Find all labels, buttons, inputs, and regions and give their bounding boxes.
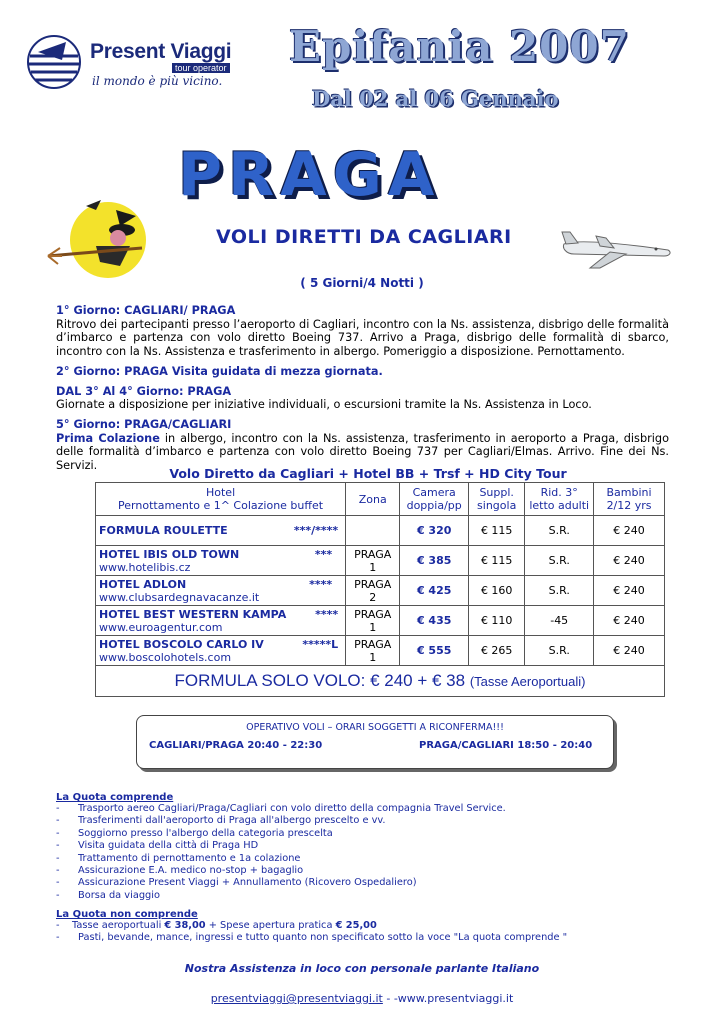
table-row: [96, 516, 665, 546]
befana-witch-icon: [46, 196, 148, 282]
table-row: [96, 606, 665, 636]
list-item: - Trasferimenti dall'aeroporto di Praga all'albergo prescelto e vv.: [56, 815, 676, 827]
rid-cell: S.R.: [525, 576, 594, 606]
zona-cell: PRAGA 1: [346, 636, 400, 666]
day-description: Giornate a disposizione per iniziative individuali, o escursioni tramite la Ns. Assistenza in Loco.: [56, 398, 592, 412]
header-zona: Zona: [346, 483, 400, 516]
hotel-website-link[interactable]: www.hotelibis.cz: [99, 560, 191, 574]
itinerary-day-5: [56, 418, 669, 473]
table-row: [96, 576, 665, 606]
company-logo: [26, 34, 241, 90]
flight-schedule-box: [136, 715, 614, 769]
day-bold-lead: Prima Colazione: [56, 431, 160, 445]
day-heading: DAL 3° Al 4° Giorno: PRAGA: [56, 384, 232, 398]
day-description: Ritrovo dei partecipanti presso l’aeroporto di Cagliari, incontro con la Ns. assistenza, disbrigo delle formalità d’imbarco e partenza con volo diretto Boeing 737. Arrivo a Praga, disbrigo delle formalità di sbarco, incontro con la Ns. Assistenza e trasferimento in albergo. Pomeriggio a disposizione. Pernottamento.: [56, 317, 669, 359]
rid-cell: S.R.: [525, 516, 594, 546]
contact-separator: - -: [382, 992, 398, 1005]
list-item: - Borsa da viaggio: [56, 890, 676, 902]
trip-duration: ( 5 Giorni/4 Notti ): [300, 276, 424, 290]
zona-cell: PRAGA 1: [346, 606, 400, 636]
bambini-cell: € 240: [594, 576, 665, 606]
bambini-cell: € 240: [594, 636, 665, 666]
list-item: - Tasse aeroportuali € 38,00 + Spese apertura pratica € 25,00: [56, 920, 676, 932]
rid-cell: S.R.: [525, 636, 594, 666]
globe-logo-icon: [26, 34, 86, 90]
hotel-cell: HOTEL BEST WESTERN KAMPA **** www.euroagentur.com: [96, 606, 346, 636]
header-suppl: Suppl. singola: [469, 483, 525, 516]
page-subtitle: Dal 02 al 06 Gennaio: [312, 86, 559, 111]
price-table: [95, 482, 665, 697]
table-row: [96, 546, 665, 576]
quota-non-comprende-section: [56, 909, 676, 945]
list-item: - Trattamento di pernottamento e 1a colazione: [56, 853, 676, 865]
assistance-note: Nostra Assistenza in loco con personale parlante Italiano: [184, 962, 540, 975]
airplane-icon: [560, 228, 674, 270]
website-link[interactable]: www.presentviaggi.it: [397, 992, 514, 1005]
quota-comprende-heading: La Quota comprende: [56, 792, 174, 803]
formula-solo-volo: FORMULA SOLO VOLO: € 240 + € 38 (Tasse Aeroportuali): [96, 666, 665, 697]
quota-comprende-section: [56, 792, 676, 902]
destination-title: PRAGA: [178, 140, 441, 210]
hotel-cell: HOTEL ADLON **** www.clubsardegnavacanze.it: [96, 576, 346, 606]
zona-cell: PRAGA 2: [346, 576, 400, 606]
itinerary-day-1: [56, 304, 669, 359]
table-header-row: [96, 483, 665, 516]
contact-line: [0, 992, 724, 1005]
header-hotel: Hotel Pernottamento e 1^ Colazione buffet: [96, 483, 346, 516]
suppl-cell: € 265: [469, 636, 525, 666]
formula-solo-volo-row: [96, 666, 665, 697]
list-item: - Pasti, bevande, mance, ingressi e tutto quanto non specificato sotto la voce "La quota comprende ": [56, 932, 676, 944]
hotel-website-link[interactable]: www.boscolohotels.com: [99, 650, 232, 664]
suppl-cell: € 110: [469, 606, 525, 636]
camera-price-cell: € 425: [400, 576, 469, 606]
hotel-cell: HOTEL BOSCOLO CARLO IV *****L www.boscolohotels.com: [96, 636, 346, 666]
list-item: - Assicurazione E.A. medico no-stop + bagaglio: [56, 865, 676, 877]
page-title: Epifania 2007: [289, 22, 630, 71]
itinerary: [56, 304, 669, 479]
suppl-cell: € 160: [469, 576, 525, 606]
zona-cell: [346, 516, 400, 546]
bambini-cell: € 240: [594, 516, 665, 546]
hotel-cell: HOTEL IBIS OLD TOWN *** www.hotelibis.cz: [96, 546, 346, 576]
day-heading: 2° Giorno: PRAGA Visita guidata di mezza giornata.: [56, 364, 383, 378]
email-link[interactable]: presentviaggi@presentviaggi.it: [210, 992, 383, 1005]
logo-tagline: tour operator: [172, 63, 230, 73]
suppl-cell: € 115: [469, 516, 525, 546]
return-flight: PRAGA/CAGLIARI 18:50 - 20:40: [419, 740, 593, 751]
hotel-cell: FORMULA ROULETTE ***/****: [96, 516, 346, 546]
quota-non-comprende-heading: La Quota non comprende: [56, 909, 198, 920]
list-item: - Visita guidata della città di Praga HD: [56, 840, 676, 852]
logo-slogan: il mondo è più vicino.: [92, 74, 223, 88]
header-camera: Camera doppia/pp: [400, 483, 469, 516]
price-table-title: Volo Diretto da Cagliari + Hotel BB + Trsf + HD City Tour: [169, 466, 567, 481]
itinerary-day-3-4: [56, 385, 669, 412]
camera-price-cell: € 555: [400, 636, 469, 666]
day-heading: 5° Giorno: PRAGA/CAGLIARI: [56, 417, 232, 431]
bambini-cell: € 240: [594, 546, 665, 576]
voli-diretti-heading: VOLI DIRETTI DA CAGLIARI: [216, 226, 512, 248]
table-row: [96, 636, 665, 666]
day-text: in albergo, incontro con la Ns. assistenza, trasferimento in aeroporto a Praga, disbrigo delle formalità d’imbarco e partenza con volo diretto Boeing 737 per Cagliari/Elmas. Arrivo. Fine dei Ns. Servizi.: [56, 431, 669, 473]
camera-price-cell: € 320: [400, 516, 469, 546]
list-item: - Trasporto aereo Cagliari/Praga/Cagliari con volo diretto della compagnia Travel Service.: [56, 803, 676, 815]
header-bambini: Bambini 2/12 yrs: [594, 483, 665, 516]
suppl-cell: € 115: [469, 546, 525, 576]
outbound-flight: CAGLIARI/PRAGA 20:40 - 22:30: [149, 740, 323, 751]
camera-price-cell: € 385: [400, 546, 469, 576]
itinerary-day-2: [56, 365, 669, 379]
quota-non-comprende-list: [56, 920, 676, 945]
hotel-website-link[interactable]: www.euroagentur.com: [99, 620, 223, 634]
logo-name: Present Viaggi: [90, 40, 232, 63]
quota-comprende-list: [56, 803, 676, 902]
camera-price-cell: € 435: [400, 606, 469, 636]
zona-cell: PRAGA 1: [346, 546, 400, 576]
flight-schedule-title: OPERATIVO VOLI – ORARI SOGGETTI A RICONFERMA!!!: [246, 722, 504, 733]
hotel-website-link[interactable]: www.clubsardegnavacanze.it: [99, 590, 260, 604]
rid-cell: S.R.: [525, 546, 594, 576]
day-heading: 1° Giorno: CAGLIARI/ PRAGA: [56, 304, 236, 317]
bambini-cell: € 240: [594, 606, 665, 636]
header-rid: Rid. 3° letto adulti: [525, 483, 594, 516]
rid-cell: -45: [525, 606, 594, 636]
list-item: - Soggiorno presso l'albergo della categoria prescelta: [56, 828, 676, 840]
list-item: - Assicurazione Present Viaggi + Annullamento (Ricovero Ospedaliero): [56, 877, 676, 889]
